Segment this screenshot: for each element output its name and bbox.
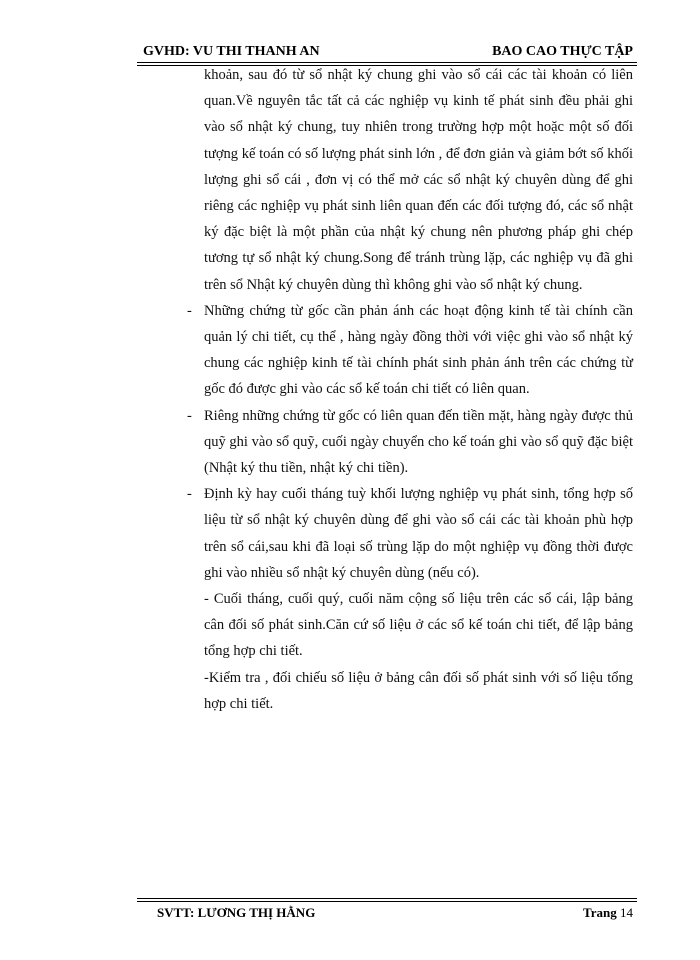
- header-instructor: GVHD: VU THI THANH AN: [143, 44, 320, 59]
- footer-page: [583, 905, 633, 921]
- paragraph-month-end: - Cuối tháng, cuối quý, cuối năm cộng số liệu trên các sổ cái, lập bảng cân đối số phát sinh.Căn cứ số liệu ở các sổ kế toán chi tiết, để lập bảng tổng hợp chi tiết.: [204, 591, 633, 660]
- footer-rule-thin: [137, 898, 637, 899]
- page-footer: [137, 905, 637, 927]
- list-dash: -: [187, 407, 192, 424]
- page-label: Trang: [583, 905, 617, 920]
- list-item-text: Định kỳ hay cuối tháng tuỳ khối lượng nghiệp vụ phát sinh, tổng hợp số liệu từ sổ nhật ký chuyên dùng để ghi vào sổ cái các tài khoản phù hợp trên sổ cái,sau khi đã loại số trùng lặp do một nghiệp vụ đồng thời được ghi vào nhiều sổ nhật ký chuyên dùng (nếu có).: [204, 486, 633, 581]
- list-item-text: Riêng những chứng từ gốc có liên quan đến tiền mặt, hàng ngày được thủ quỹ ghi vào sổ quỹ, cuối ngày chuyển cho kế toán ghi vào sổ quỹ đặc biệt (Nhật ký thu tiền, nhật ký chi tiền).: [204, 407, 633, 477]
- page-number: 14: [620, 905, 633, 920]
- list-item: [175, 481, 633, 586]
- footer-rule-thin-2: [137, 901, 637, 902]
- list-dash: -: [187, 302, 192, 319]
- list-item-text: Những chứng từ gốc cần phản ánh các hoạt động kinh tế tài chính cần quản lý chi tiết, cụ thể , hàng ngày đồng thời với việc ghi vào sổ nhật ký chung các nghiệp kinh tế tài chính phát sinh phản ánh trên các chứng từ gốc đó được ghi vào các sổ kế toán chi tiết có liên quan.: [204, 302, 633, 398]
- footer-student: SVTT: LƯƠNG THỊ HẰNG: [157, 905, 316, 920]
- list-dash: -: [187, 486, 192, 503]
- list-item: [175, 403, 633, 482]
- paragraph-check: -Kiểm tra , đối chiếu số liệu ở bảng cân đối số phát sinh với số liệu tổng hợp chi tiết.: [204, 669, 633, 712]
- list-item: [175, 298, 633, 403]
- paragraph-continuation: khoản, sau đó từ sổ nhật ký chung ghi vào sổ cái các tài khoản có liên quan.Về nguyên tắc tất cả các nghiệp vụ kinh tế phát sinh đều phải ghi vào sổ nhật ký chung, tuy nhiên trong trường hợp một hoặc một số đối tượng kế toán có số lượng phát sinh lớn , để đơn giản và giảm bớt số khối lượng ghi sổ cái , đơn vị có thể mở các sổ nhật ký chuyên dùng để ghi riêng các nghiệp vụ phát sinh liên quan đến các đối tượng đó, các sổ nhật ký đặc biệt là một phần của nhật ký chung nên phương pháp ghi chép tương tự sổ nhật ký chung.Song để tránh trùng lặp, các nghiệp vụ đã ghi trên sổ Nhật ký chuyên dùng thì không ghi vào sổ nhật ký chung.: [204, 67, 633, 293]
- body-content: [175, 62, 633, 717]
- header-report-title: BAO CAO THỰC TẬP: [492, 44, 633, 59]
